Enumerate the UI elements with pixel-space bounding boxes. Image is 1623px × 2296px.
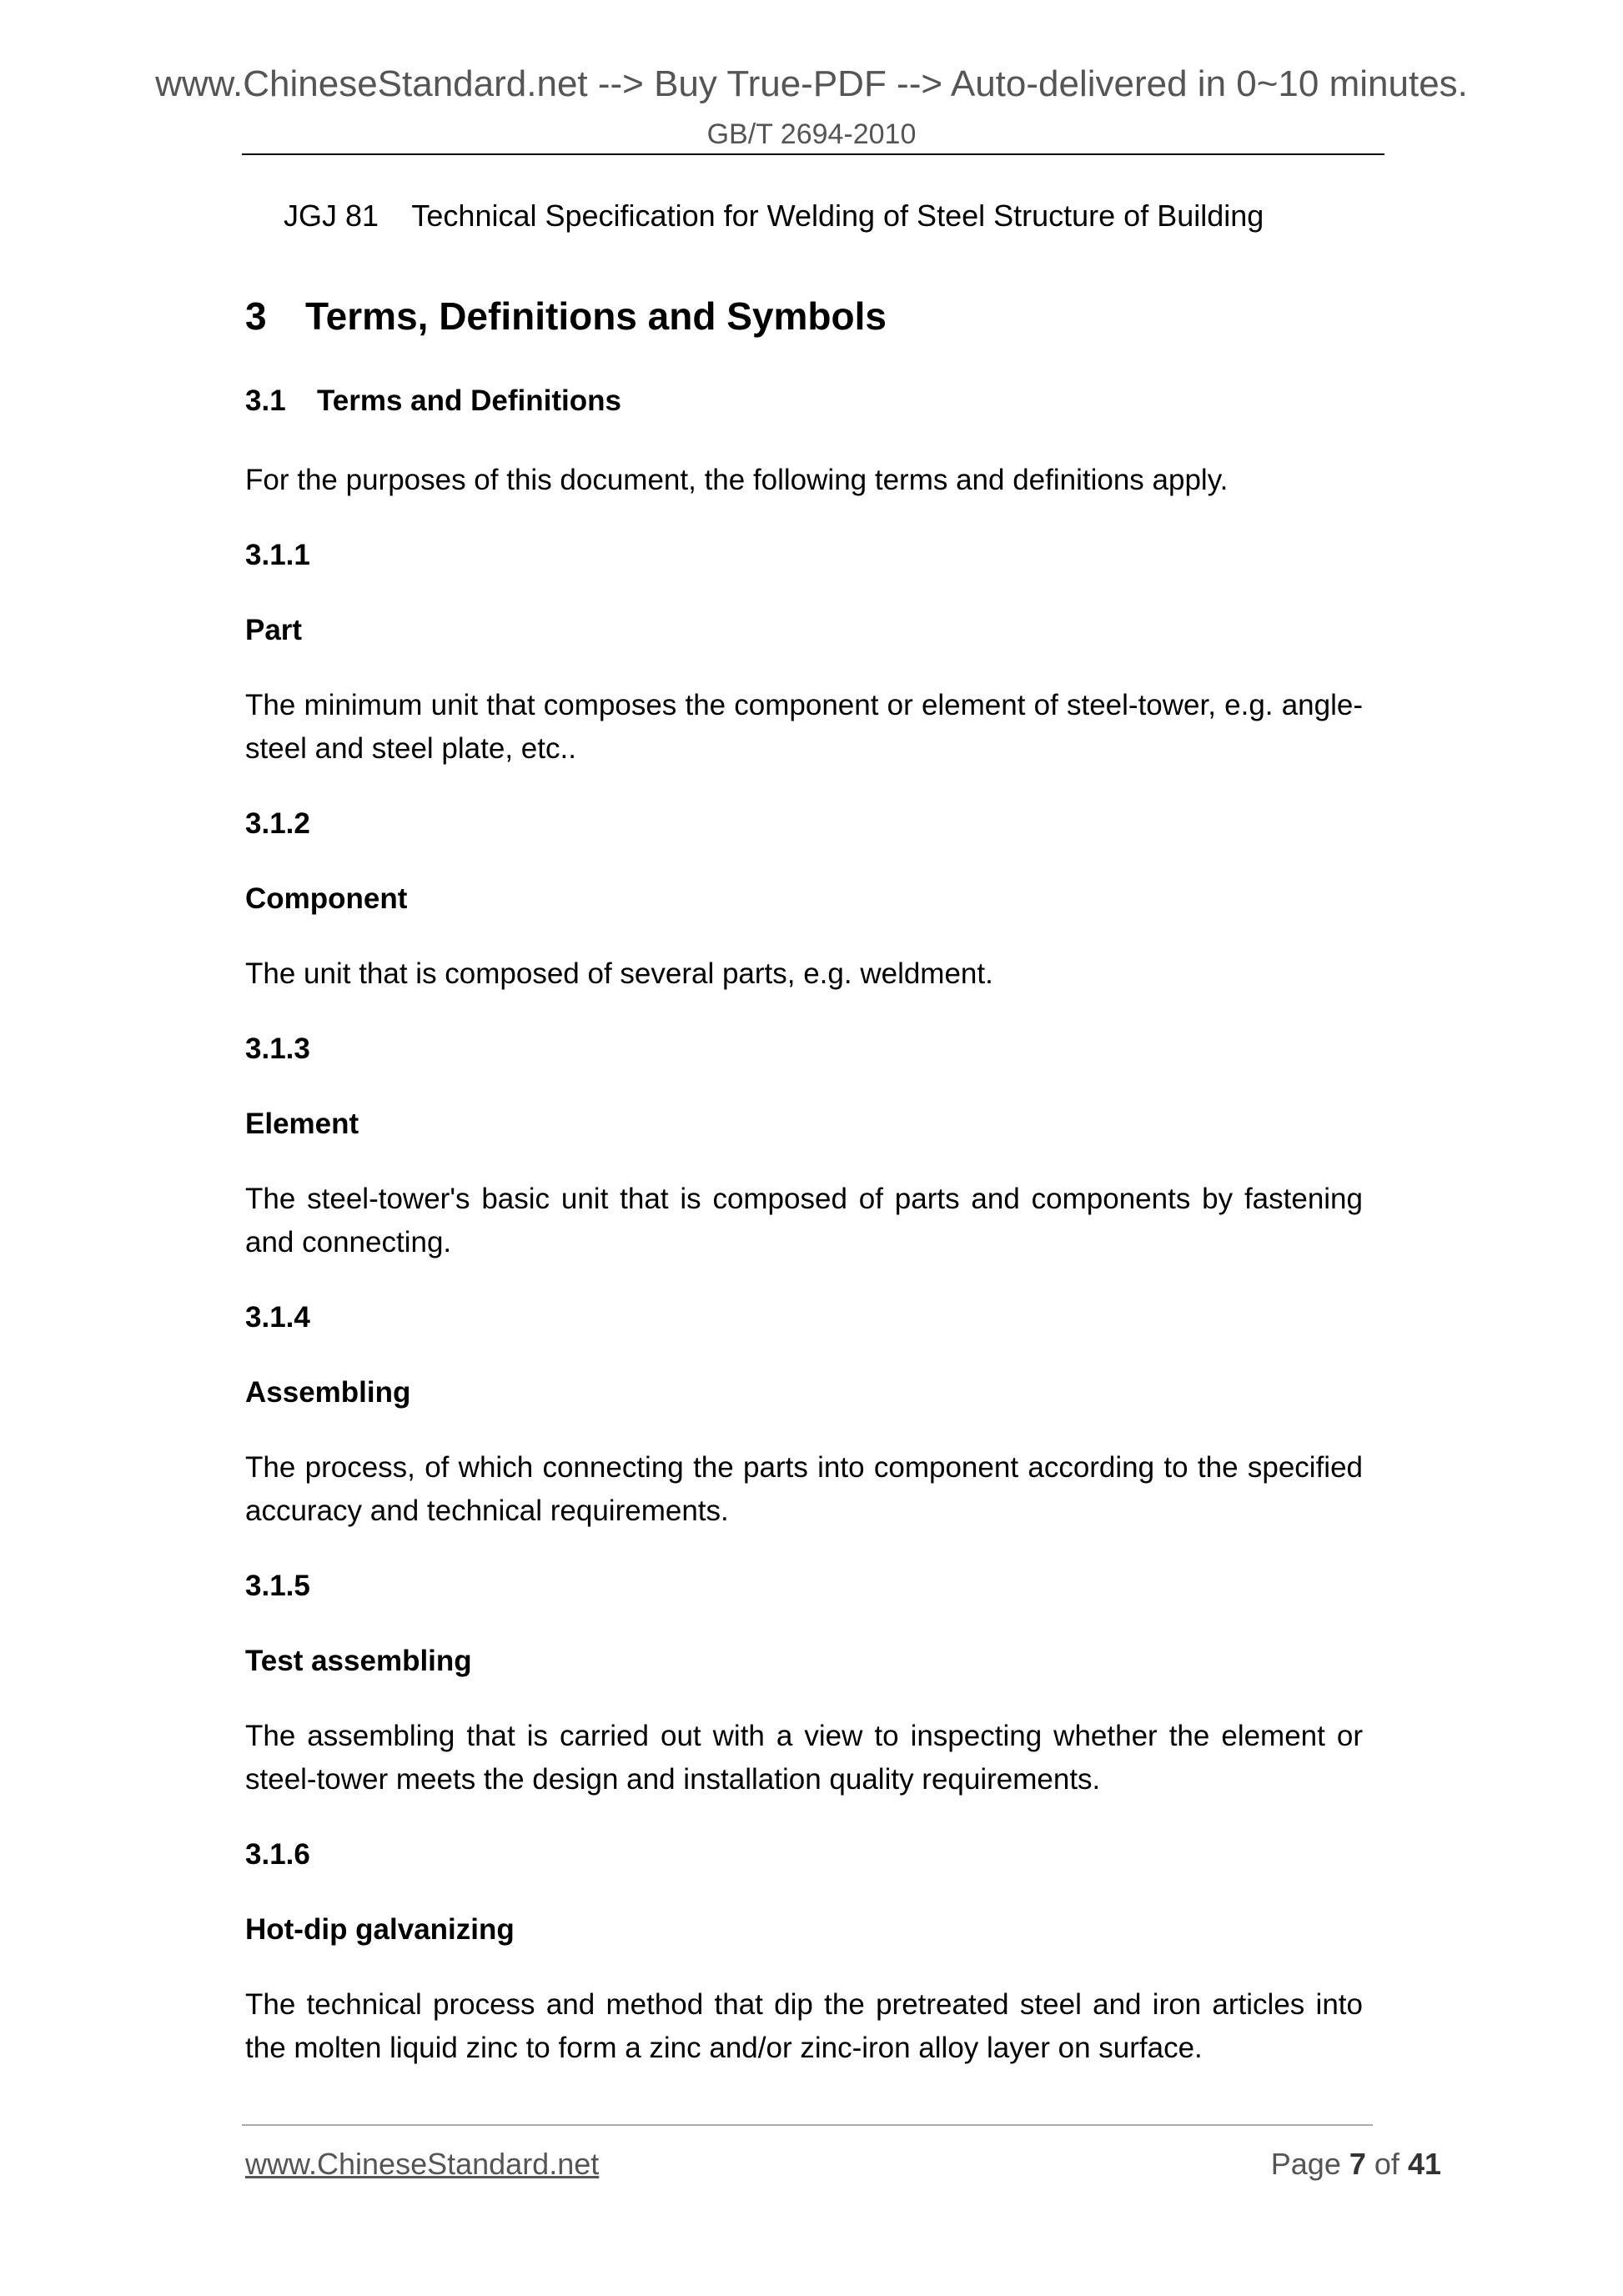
reference-code: JGJ 81 — [284, 198, 379, 233]
document-body — [245, 292, 1363, 2102]
term-definition: The technical process and method that dip the pretreated steel and iron articles into the molten liquid zinc to form a zinc and/or zinc-iron alloy layer on surface. — [245, 1988, 1363, 2064]
page-current: 7 — [1349, 2147, 1366, 2181]
page-label: Page — [1270, 2147, 1341, 2181]
section-number: 3 — [245, 294, 267, 338]
term-name: Element — [245, 1108, 359, 1140]
term-definition: The steel-tower's basic unit that is composed of parts and components by fastening and connecting. — [245, 1183, 1363, 1259]
term-definition: The minimum unit that composes the component or element of steel-tower, e.g. angle-steel and steel plate, etc.. — [245, 689, 1363, 765]
term-name: Test assembling — [245, 1645, 472, 1677]
term-number: 3.1.1 — [245, 539, 310, 571]
term-name: Component — [245, 882, 408, 915]
header-banner: www.ChineseStandard.net --> Buy True-PDF --> Auto-delivered in 0~10 minutes. — [155, 63, 1468, 104]
term-definition: The assembling that is carried out with a view to inspecting whether the element or steel-tower meets the design and installation quality requirements. — [245, 1720, 1363, 1796]
term-name: Part — [245, 614, 303, 646]
subsection-number: 3.1 — [245, 384, 286, 417]
page-indicator — [1271, 2147, 1441, 2182]
term-number: 3.1.5 — [245, 1570, 310, 1602]
subsection-intro: For the purposes of this document, the following terms and definitions apply. — [245, 464, 1229, 496]
subsection-title: Terms and Definitions — [317, 384, 621, 417]
term-number: 3.1.4 — [245, 1301, 310, 1334]
term-definition: The process, of which connecting the parts into component according to the specified accuracy and technical requirements. — [245, 1451, 1363, 1527]
term-number: 3.1.3 — [245, 1032, 310, 1065]
header-divider — [242, 153, 1384, 155]
term-number: 3.1.6 — [245, 1838, 310, 1871]
term-definition: The unit that is composed of several parts, e.g. weldment. — [245, 957, 993, 990]
subsection-heading — [245, 384, 1363, 419]
section-title: Terms, Definitions and Symbols — [305, 294, 887, 338]
page-of: of — [1374, 2147, 1399, 2181]
term-name: Assembling — [245, 1376, 411, 1409]
page-total: 41 — [1407, 2147, 1441, 2181]
term-number: 3.1.2 — [245, 807, 310, 840]
normative-reference — [284, 198, 1264, 234]
reference-title: Technical Specification for Welding of Steel Structure of Building — [411, 198, 1264, 233]
standard-code: GB/T 2694-2010 — [706, 118, 917, 150]
section-heading — [245, 292, 1363, 340]
footer-divider — [242, 2124, 1373, 2126]
footer-site-link[interactable]: www.ChineseStandard.net — [245, 2147, 600, 2181]
term-name: Hot-dip galvanizing — [245, 1913, 515, 1946]
